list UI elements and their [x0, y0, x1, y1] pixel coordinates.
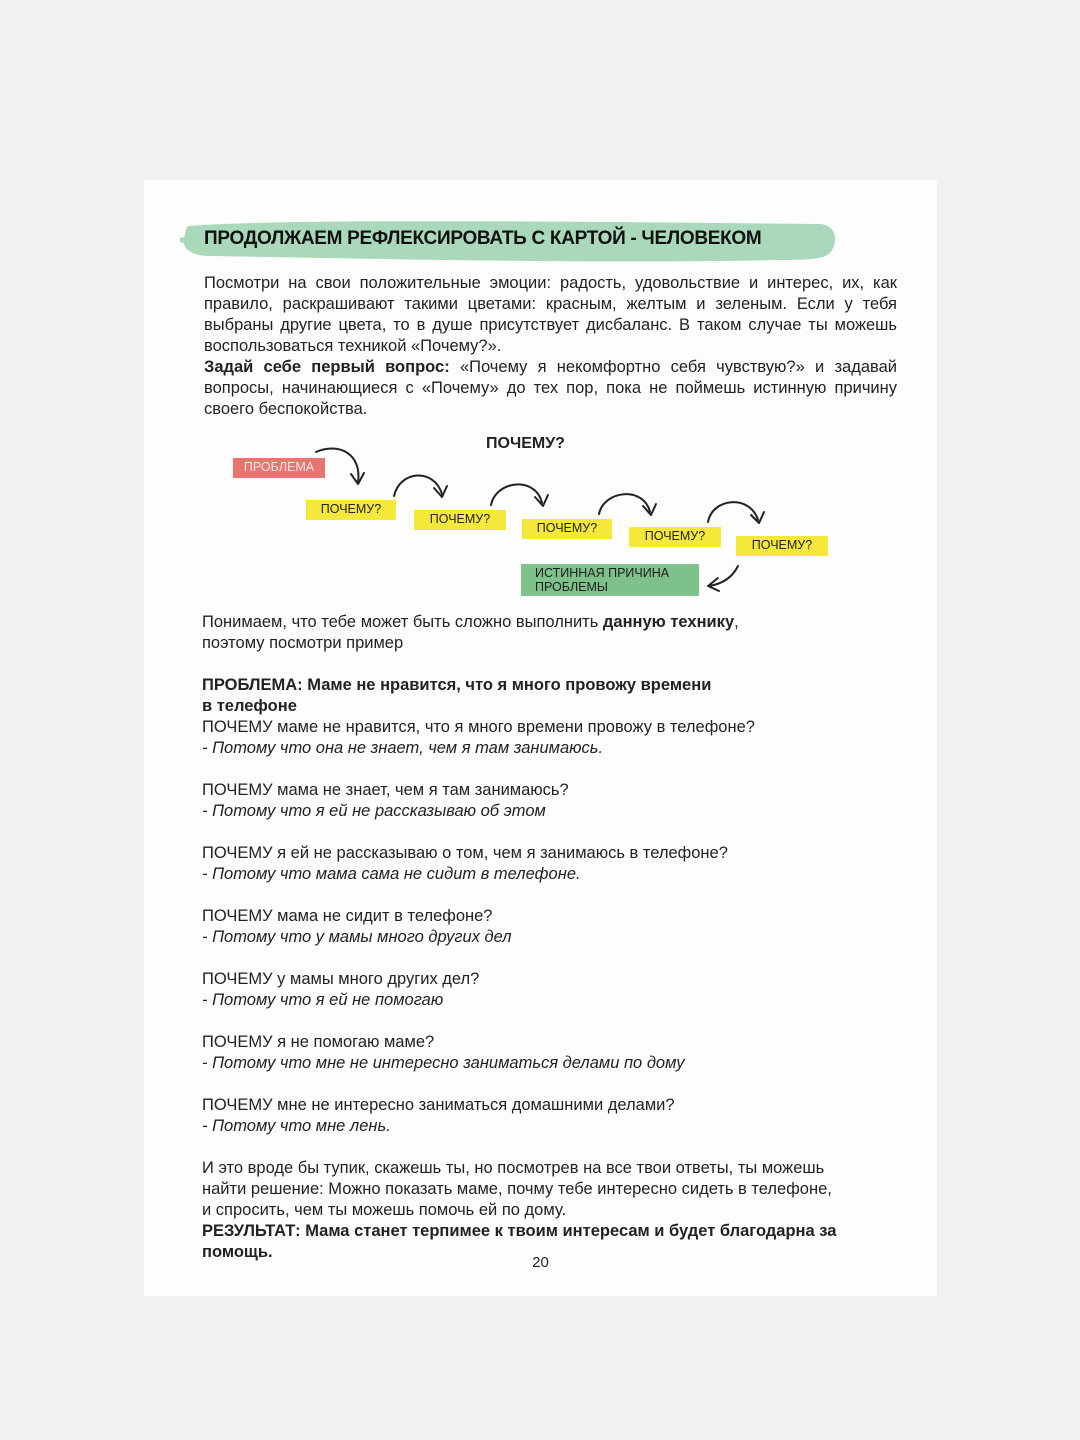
conclusion-line: найти решение: Можно показать маме, почму тебе интересно сидеть в телефоне, [202, 1180, 832, 1198]
example-section [202, 612, 922, 1263]
why-question: ПОЧЕМУ маме не нравится, что я много времени провожу в телефоне? [202, 718, 755, 736]
answer-text: - Потому что мне не интересно заниматься делами по дому [202, 1054, 685, 1072]
result-line [202, 1221, 922, 1242]
problem-line: ПРОБЛЕМА: Маме не нравится, что я много провожу времени [202, 676, 712, 694]
why-question: ПОЧЕМУ я ей не рассказываю о том, чем я занимаюсь в телефоне? [202, 844, 728, 862]
root-cause-box [521, 564, 699, 596]
problem-box: ПРОБЛЕМА [233, 458, 325, 478]
intro-text [204, 273, 897, 420]
book-page [144, 180, 937, 1296]
curved-arrow-icon [394, 475, 442, 496]
why-box: ПОЧЕМУ? [629, 527, 721, 547]
arrowhead-icon [751, 512, 764, 523]
lead-text: Понимаем, что тебе может быть сложно выполнить [202, 613, 603, 631]
why-answer [202, 801, 922, 822]
why-answer [202, 1053, 922, 1074]
why-question: ПОЧЕМУ мне не интересно заниматься домашними делами? [202, 1096, 675, 1114]
root-cause-line: ПРОБЛЕМЫ [535, 580, 608, 594]
curved-arrow-icon [599, 494, 650, 514]
problem-statement [202, 675, 922, 696]
why-question: ПОЧЕМУ у мамы много других дел? [202, 970, 480, 988]
example-lead [202, 612, 922, 633]
arrowhead-icon [434, 486, 447, 497]
why-answer [202, 990, 922, 1011]
arrowhead-icon [535, 495, 548, 506]
why-question: ПОЧЕМУ мама не сидит в телефоне? [202, 907, 493, 925]
why-answer [202, 738, 922, 759]
arrowhead-icon [351, 473, 364, 484]
result-text: РЕЗУЛЬТАТ: Мама станет терпимее к твоим интересам и будет благодарна за [202, 1222, 837, 1240]
answer-text: - Потому что я ей не рассказываю об этом [202, 802, 546, 820]
why-box: ПОЧЕМУ? [522, 519, 612, 539]
title-band [180, 216, 838, 266]
why-answer [202, 927, 922, 948]
curved-arrow-icon [491, 484, 542, 505]
intro-question-text: «Почему я некомфортно себя чувствую?» и задавай вопросы, начинающиеся с «Почему» до тех пор, пока не поймешь истинную причину своего беспокойства. [204, 358, 897, 418]
example-lead-line2: поэтому посмотри пример [202, 634, 404, 652]
lead-bold: данную технику [602, 613, 735, 631]
page-number: 20 [532, 1254, 549, 1271]
answer-text: - Потому что я ей не помогаю [202, 991, 444, 1009]
answer-text: - Потому что она не знает, чем я там занимаюсь. [202, 739, 604, 757]
why-answer [202, 1116, 922, 1137]
intro-question [204, 357, 897, 420]
result-text: помощь. [202, 1243, 273, 1261]
intro-question-label: Задай себе первый вопрос: [204, 358, 450, 376]
why-answer [202, 864, 922, 885]
intro-paragraph: Посмотри на свои положительные эмоции: радость, удовольствие и интерес, их, как правило, раскрашивают такими цветами: красным, желтым и зеленым. Если у тебя выбраны другие цвета, то в душе присутствует дисбаланс. В таком случае ты можешь воспользоваться техникой «Почему?». [204, 274, 897, 355]
diagram-title: ПОЧЕМУ? [486, 435, 565, 452]
root-cause-line: ИСТИННАЯ ПРИЧИНА [535, 566, 670, 580]
answer-text: - Потому что мама сама не сидит в телефоне. [202, 865, 581, 883]
curved-arrow-icon [316, 449, 358, 482]
why-box: ПОЧЕМУ? [736, 536, 828, 556]
problem-statement-line2 [202, 696, 922, 717]
answer-text: - Потому что мне лень. [202, 1117, 391, 1135]
why-question: ПОЧЕМУ мама не знает, чем я там занимаюсь? [202, 781, 569, 799]
problem-line: в телефоне [202, 697, 297, 715]
why-box: ПОЧЕМУ? [306, 500, 396, 520]
conclusion-line: И это вроде бы тупик, скажешь ты, но посмотрев на все твои ответы, ты можешь [202, 1159, 825, 1177]
answer-text: - Потому что у мамы много других дел [202, 928, 512, 946]
page-title: ПРОДОЛЖАЕМ РЕФЛЕКСИРОВАТЬ С КАРТОЙ - ЧЕЛОВЕКОМ [204, 228, 762, 249]
curved-arrow-icon [709, 566, 738, 586]
arrowhead-icon [708, 578, 719, 591]
conclusion-line: и спросить, чем ты можешь помочь ей по дому. [202, 1201, 567, 1219]
why-box: ПОЧЕМУ? [414, 510, 506, 530]
lead-comma: , [734, 613, 739, 631]
curved-arrow-icon [708, 502, 758, 522]
arrowhead-icon [643, 504, 656, 515]
why-question: ПОЧЕМУ я не помогаю маме? [202, 1033, 435, 1051]
